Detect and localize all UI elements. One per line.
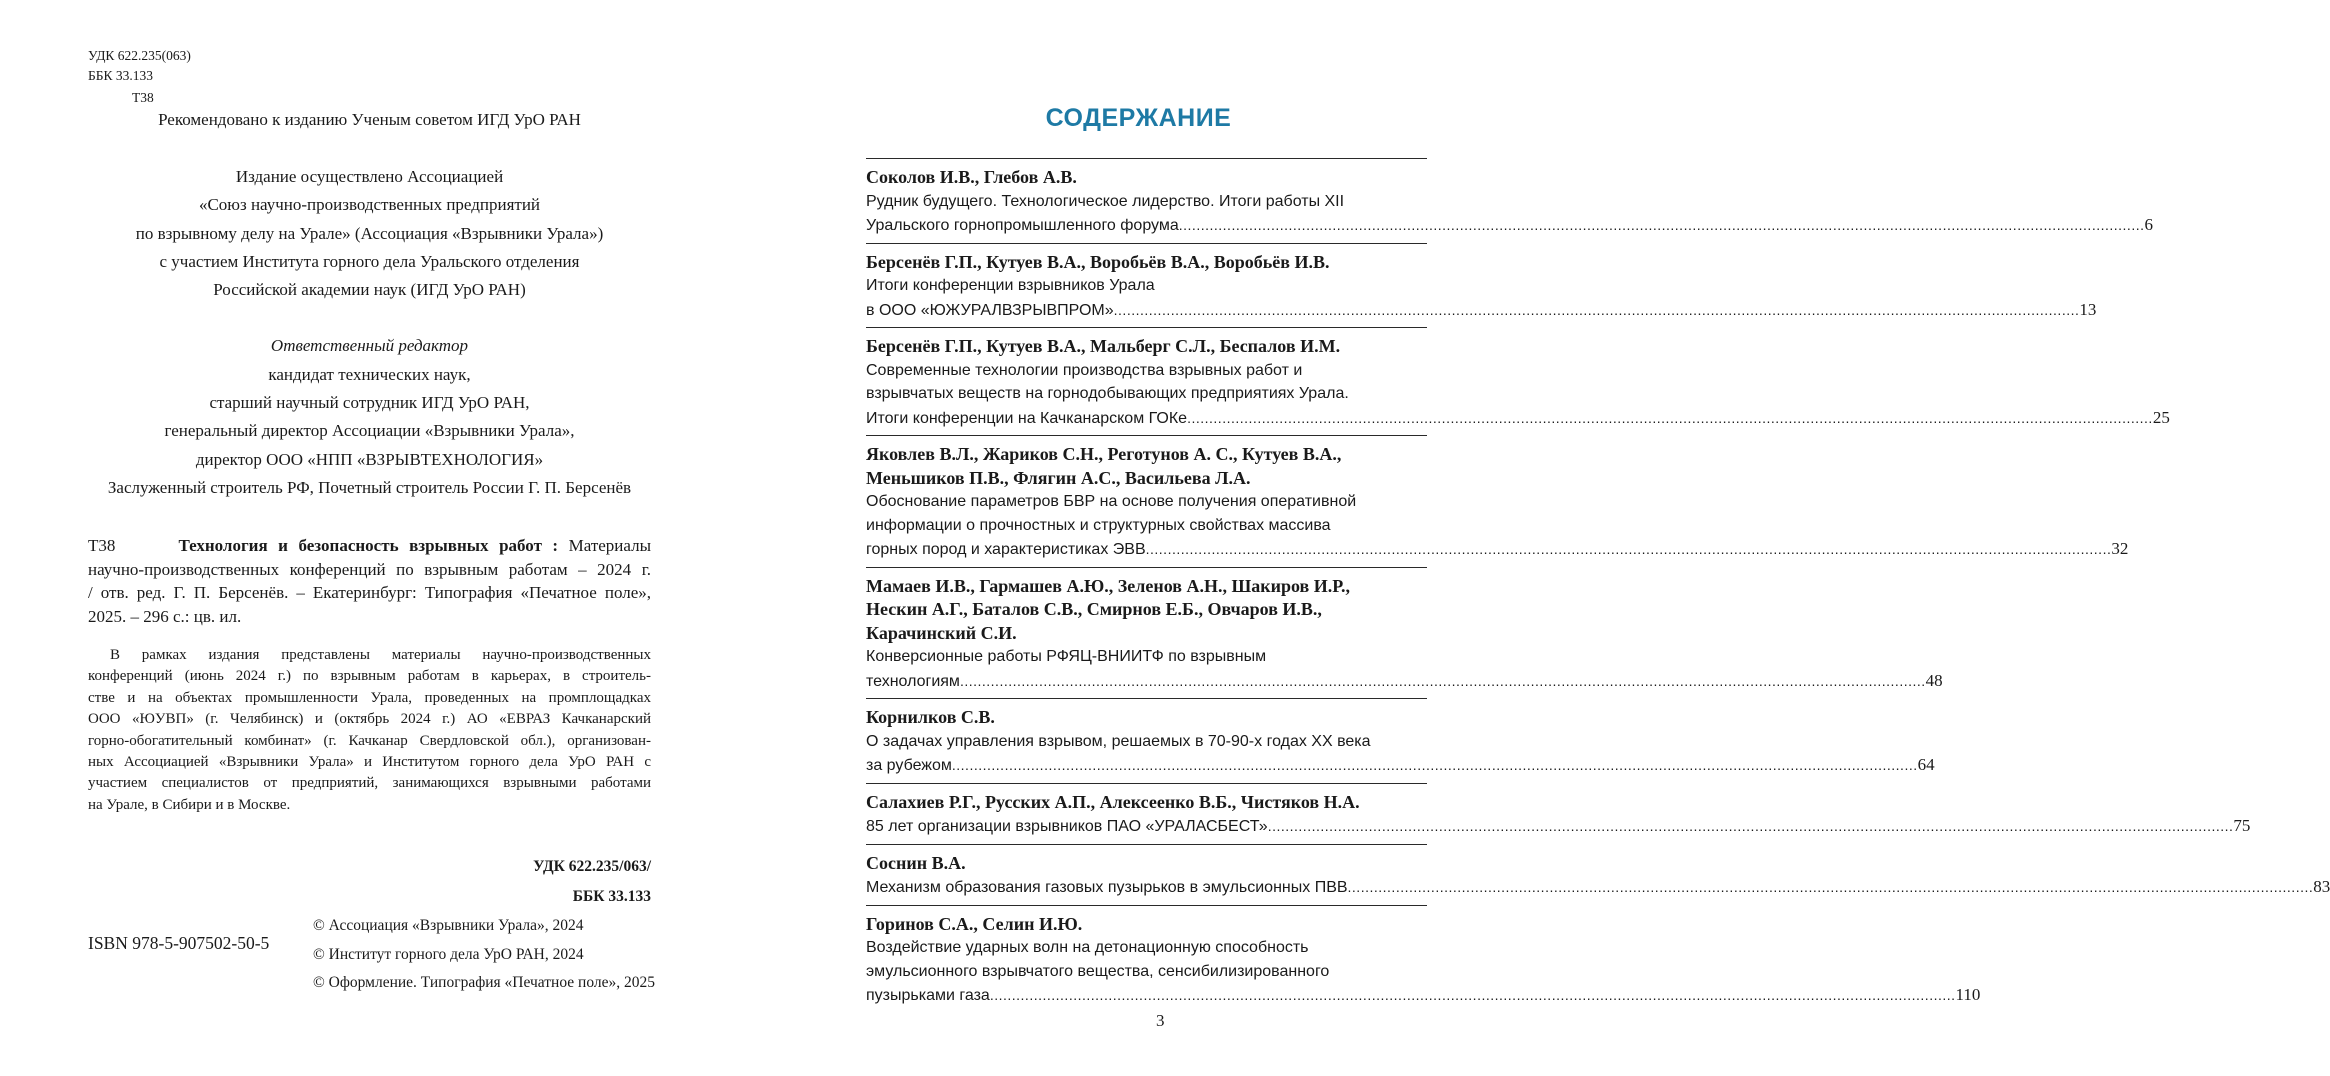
toc-entry-title-end: в ООО «ЮЖУРАЛВЗРЫВПРОМ» bbox=[866, 301, 1114, 319]
toc-entry-title-line: Рудник будущего. Технологическое лидерство. Итоги работы XII bbox=[866, 192, 1345, 210]
publisher-line-5: Российской академии наук (ИГД УрО РАН) bbox=[213, 280, 526, 299]
toc-entry-title-line: О задачах управления взрывом, решаемых в 70-90-х годах XX века bbox=[866, 732, 1371, 750]
dot-leader: ............................................................................................................................................................................................................................ bbox=[1145, 541, 2112, 557]
dot-leader: ............................................................................................................................................................................................................................ bbox=[1347, 879, 2314, 895]
recommendation: Рекомендовано к изданию Ученым советом ИГД УрО РАН bbox=[158, 110, 581, 129]
table-of-contents bbox=[866, 158, 2330, 1013]
author-mark: Т38 bbox=[132, 90, 154, 105]
annotation-line: конференций (июнь 2024 г.) по взрывным работам в карьерах, в строитель- bbox=[88, 668, 651, 685]
toc-entry-authors: Меньшиков П.В., Флягин А.С., Васильева Л.А. bbox=[866, 467, 1251, 488]
annotation bbox=[88, 645, 651, 816]
toc-entry-page: 25 bbox=[2152, 407, 2170, 427]
toc-entry-authors: Карачинский С.И. bbox=[866, 622, 1017, 643]
toc-entry bbox=[866, 844, 2330, 905]
toc-entry bbox=[866, 327, 2170, 435]
toc-entry-leader-line bbox=[866, 298, 2097, 323]
toc-entry bbox=[866, 243, 2097, 328]
annotation-line: В рамках издания представлены материалы научно-производственных bbox=[110, 647, 651, 663]
toc-entry-page: 6 bbox=[2144, 215, 2153, 234]
biblio-line-1 bbox=[88, 534, 651, 558]
toc-entry-authors: Нескин А.Г., Баталов С.В., Смирнов Е.Б., Овчаров И.В., bbox=[866, 599, 1322, 619]
toc-entry-authors: Берсенёв Г.П., Кутуев В.А., Мальберг С.Л., Беспалов И.М. bbox=[866, 336, 1341, 356]
left-page bbox=[0, 0, 740, 1076]
right-page bbox=[760, 0, 2330, 1076]
dot-leader: ............................................................................................................................................................................................................................ bbox=[1178, 217, 2145, 233]
editor-line-3: генеральный директор Ассоциации «Взрывники Урала», bbox=[164, 421, 575, 440]
toc-entry bbox=[866, 783, 2251, 844]
toc-entry-title-line: Конверсионные работы РФЯЦ-ВНИИТФ по взрывным bbox=[866, 648, 1267, 665]
toc-entry-title-end: Уральского горнопромышленного форума bbox=[866, 217, 1179, 234]
biblio-line-4: 2025. – 296 с.: цв. ил. bbox=[88, 606, 242, 626]
bibliographic-record bbox=[88, 534, 651, 628]
editor-line-1: кандидат технических наук, bbox=[268, 365, 471, 384]
annotation-line: стве и на объектах промышленности Урала, проведенных на промплощадках bbox=[88, 689, 651, 706]
toc-entry-title-end: горных пород и характеристиках ЭВВ bbox=[866, 541, 1146, 558]
toc-entry-leader-line bbox=[866, 875, 2330, 900]
toc-entry bbox=[866, 158, 2153, 243]
toc-entry bbox=[866, 698, 1935, 783]
dot-leader: ............................................................................................................................................................................................................................ bbox=[959, 672, 1926, 689]
bbk-short: ББК 33.133 bbox=[88, 68, 154, 83]
toc-entry-title-end: технологиям bbox=[866, 672, 960, 690]
copyright-line-2: © Институт горного дела УрО РАН, 2024 bbox=[313, 946, 584, 963]
toc-entry-leader-line bbox=[866, 753, 1935, 778]
contents-title: СОДЕРЖАНИЕ bbox=[1045, 104, 1232, 132]
annotation-line: горно-обогатительный комбинат» (г. Качканар Свердловской обл.), организован- bbox=[88, 732, 651, 749]
toc-entry-authors: Мамаев И.В., Гармашев А.Ю., Зеленов А.Н., Шакиров И.Р., bbox=[866, 575, 1351, 596]
isbn: ISBN 978-5-907502-50-5 bbox=[88, 933, 270, 953]
toc-entry-title-end: Механизм образования газовых пузырьков в эмульсионных ПВВ bbox=[866, 879, 1348, 896]
editor-line-4: директор ООО «НПП «ВЗРЫВТЕХНОЛОГИЯ» bbox=[195, 450, 544, 469]
toc-entry-title-end: 85 лет организации взрывников ПАО «УРАЛАСБЕСТ» bbox=[866, 818, 1268, 835]
page-number: 3 bbox=[1156, 1011, 1165, 1030]
toc-entry-page: 110 bbox=[1955, 985, 1981, 1004]
annotation-line: участием специалистов от предприятий, занимающихся взрывными работами bbox=[88, 775, 651, 792]
toc-entry-page: 83 bbox=[2313, 877, 2330, 896]
dot-leader: ............................................................................................................................................................................................................................ bbox=[989, 987, 1956, 1003]
copyright-line-1: © Ассоциация «Взрывники Урала», 2024 bbox=[313, 917, 584, 934]
toc-entry-page: 64 bbox=[1917, 755, 1935, 774]
toc-entry-title-end: Итоги конференции на Качканарском ГОКе bbox=[866, 409, 1188, 427]
toc-entry-title-end: за рубежом bbox=[866, 757, 952, 774]
toc-entry-title-line: Современные технологии производства взрывных работ и bbox=[866, 361, 1303, 379]
toc-entry-authors: Яковлев В.Л., Жариков С.Н., Реготунов А. С., Кутуев В.А., bbox=[866, 444, 1342, 464]
biblio-first-rest: Материалы bbox=[568, 536, 652, 555]
editor-line-2: старший научный сотрудник ИГД УрО РАН, bbox=[209, 393, 530, 412]
biblio-line-2: научно-производственных конференций по взрывным работам – 2024 г. bbox=[88, 559, 651, 579]
publisher-line-4: с участием Института горного дела Уральского отделения bbox=[159, 252, 580, 271]
toc-entry-authors: Горинов С.А., Селин И.Ю. bbox=[866, 913, 1083, 934]
editor-label: Ответственный редактор bbox=[270, 336, 469, 355]
publisher-line-3: по взрывному делу на Урале» (Ассоциация «Взрывники Урала») bbox=[135, 224, 604, 243]
toc-entry-leader-line bbox=[866, 406, 2170, 431]
toc-entry-leader-line bbox=[866, 669, 1943, 694]
biblio-line-3: / отв. ред. Г. П. Берсенёв. – Екатеринбург: Типография «Печатное поле», bbox=[88, 583, 651, 602]
bbk-full: ББК 33.133 bbox=[572, 888, 651, 905]
biblio-code: Т38 bbox=[88, 536, 116, 555]
toc-entry-title-line: Воздействие ударных волн на детонационную способность bbox=[866, 939, 1309, 956]
toc-entry-leader-line bbox=[866, 213, 2153, 238]
toc-entry-title-line: информации о прочностных и структурных свойствах массива bbox=[866, 516, 1331, 534]
biblio-title: Технология и безопасность взрывных работ : bbox=[178, 536, 559, 555]
toc-entry-authors: Салахиев Р.Г., Русских А.П., Алексеенко В.Б., Чистяков Н.А. bbox=[866, 791, 1360, 812]
toc-entry-title-line: взрывчатых веществ на горнодобывающих предприятиях Урала. bbox=[866, 385, 1349, 402]
dot-leader: ............................................................................................................................................................................................................................ bbox=[1267, 818, 2234, 834]
toc-entry-authors: Соснин В.А. bbox=[866, 852, 966, 873]
udk-short: УДК 622.235(063) bbox=[88, 48, 191, 63]
annotation-line: ных Ассоциацией «Взрывники Урала» и Институтом горного дела УрО РАН с bbox=[88, 754, 651, 771]
editor-line-5: Заслуженный строитель РФ, Почетный строитель России Г. П. Берсенёв bbox=[107, 478, 632, 497]
copyright-line-3: © Оформление. Типография «Печатное поле», 2025 bbox=[313, 974, 655, 991]
toc-entry-title-line: эмульсионного взрывчатого вещества, сенсибилизированного bbox=[866, 962, 1330, 980]
publisher-line-1: Издание осуществлено Ассоциацией bbox=[235, 167, 504, 186]
toc-entry-authors: Корнилков С.В. bbox=[866, 707, 995, 727]
toc-entry-page: 75 bbox=[2233, 816, 2251, 835]
udk-full: УДК 622.235/063/ bbox=[533, 858, 651, 875]
udk-block bbox=[88, 46, 191, 86]
dot-leader: ............................................................................................................................................................................................................................ bbox=[951, 757, 1918, 773]
toc-entry-leader-line bbox=[866, 983, 1981, 1008]
toc-entry bbox=[866, 905, 1981, 1013]
publisher-line-2: «Союз научно-производственных предприятий bbox=[198, 195, 541, 214]
toc-entry-page: 32 bbox=[2111, 539, 2129, 558]
toc-entry-title-end: пузырьками газа bbox=[866, 987, 990, 1004]
toc-entry bbox=[866, 567, 1943, 699]
dot-leader: ............................................................................................................................................................................................................................ bbox=[1113, 301, 2080, 318]
toc-entry-title-line: Итоги конференции взрывников Урала bbox=[866, 277, 1155, 294]
toc-entry-title-line: Обоснование параметров БВР на основе получения оперативной bbox=[866, 493, 1357, 510]
toc-entry-authors: Соколов И.В., Глебов А.В. bbox=[866, 167, 1077, 187]
toc-entry-page: 48 bbox=[1925, 670, 1943, 690]
toc-entry bbox=[866, 435, 2129, 567]
toc-entry-leader-line bbox=[866, 537, 2129, 562]
toc-entry-authors: Берсенёв Г.П., Кутуев В.А., Воробьёв В.А., Воробьёв И.В. bbox=[866, 251, 1330, 272]
toc-entry-page: 13 bbox=[2079, 299, 2097, 319]
annotation-line: ООО «ЮУВП» (г. Челябинск) и (октябрь 2024 г.) АО «ЕВРАЗ Качканарский bbox=[88, 711, 651, 728]
toc-entry-leader-line bbox=[866, 814, 2251, 839]
dot-leader: ............................................................................................................................................................................................................................ bbox=[1187, 409, 2153, 426]
annotation-line: на Урале, в Сибири и в Москве. bbox=[88, 796, 291, 813]
